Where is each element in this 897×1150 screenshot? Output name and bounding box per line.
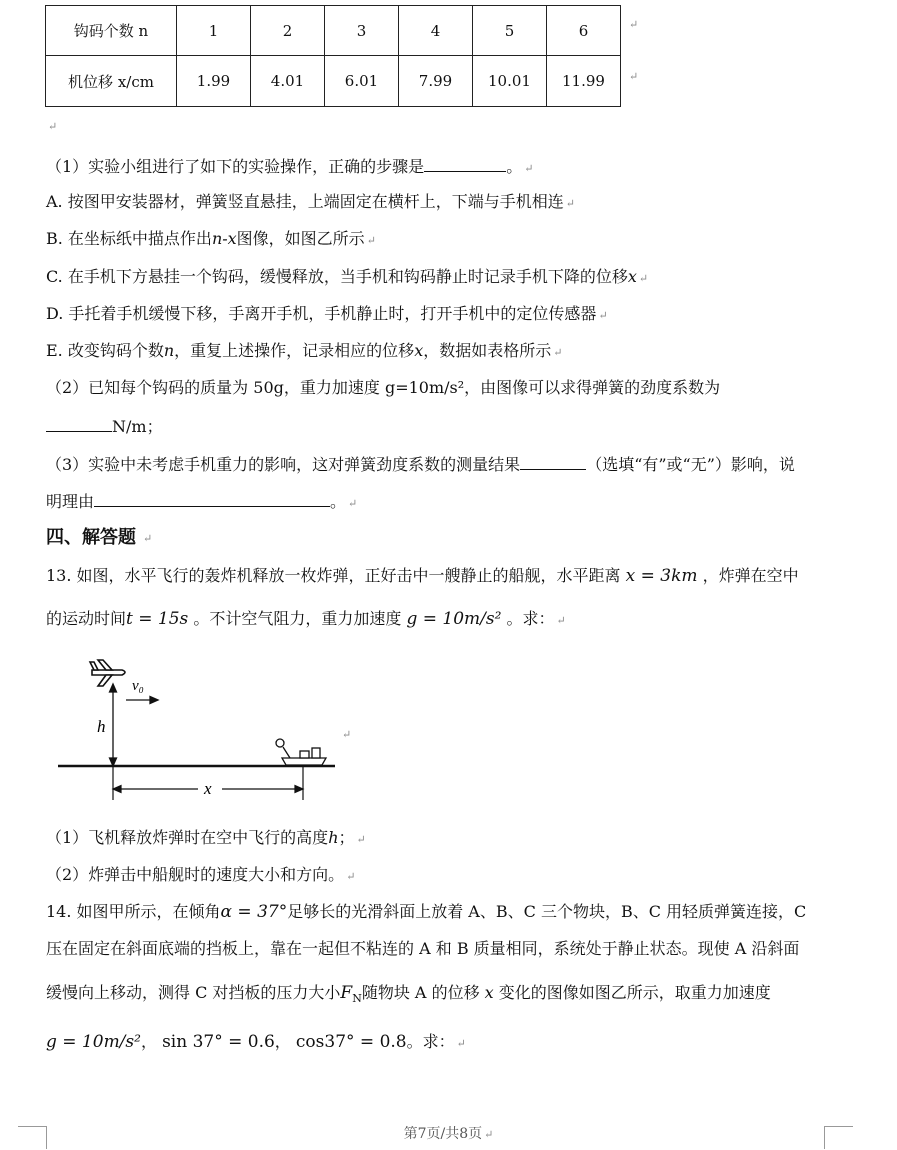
table-cell: 11.99 (547, 56, 621, 107)
math-expression: cos37° = 0.8 (295, 1032, 407, 1052)
q12-part1 (46, 155, 533, 180)
q12-part2-text: （2）已知每个钩码的质量为 50g，重力加速度 g=10m/s²，由图像可以求得弹簧的劲度系数为 (46, 378, 721, 397)
q14-text: 14. 如图甲所示，在倾角 (46, 902, 221, 921)
x-label: x (204, 779, 212, 798)
q14-text: 足够长的光滑斜面上放着 A、B、C 三个物块，B、C 用轻质弹簧连接，C (287, 902, 807, 921)
math-expression: g = 10m/s² (46, 1032, 141, 1052)
q12-option-a (46, 191, 575, 215)
table-cell: 4 (399, 6, 473, 56)
q13-text: ； (338, 828, 355, 847)
return-mark-icon: ↵ (556, 614, 566, 627)
table-cell: 5 (473, 6, 547, 56)
q12-part3-text: 。 (330, 492, 347, 511)
option-text: ，数据如表格所示 (423, 341, 552, 360)
return-mark-icon: ↵ (48, 120, 58, 133)
q12-part3-text: （3）实验中未考虑手机重力的影响，这对弹簧劲度系数的测量结果 (46, 455, 521, 474)
data-table (45, 5, 621, 107)
q14-text: 。求： (406, 1032, 455, 1051)
answer-blank (46, 415, 112, 432)
return-mark-icon: ↵ (638, 272, 649, 285)
table-cell: 10.01 (473, 56, 547, 107)
q13-text: （1）飞机释放炸弹时在空中飞行的高度 (46, 828, 329, 847)
q13-text: （2）炸弹击中船舰时的速度大小和方向。 (46, 865, 345, 884)
q12-part1-suffix: 。 (506, 157, 523, 176)
q14-text: 随物块 A 的位移 (361, 983, 480, 1002)
bomber-diagram (50, 652, 350, 807)
table-cell: 3 (325, 6, 399, 56)
math-var: x (484, 983, 494, 1002)
return-mark-icon: ↵ (629, 70, 639, 83)
q14-line1 (46, 901, 806, 923)
option-text: 图像，如图乙所示 (236, 229, 365, 248)
page-footer (0, 1123, 897, 1143)
table-cell: 6.01 (325, 56, 399, 107)
q12-part2-unit: N/m； (112, 417, 163, 436)
q14-text: ， (140, 1032, 157, 1051)
q12-part3-text: 明理由 (46, 492, 95, 511)
q14-line4 (46, 1031, 466, 1055)
q13-text: 。求： (506, 609, 555, 628)
return-mark-icon: ↵ (456, 1037, 466, 1050)
answer-blank (94, 490, 330, 507)
return-mark-icon: ↵ (484, 1128, 494, 1141)
math-subscript: N (352, 992, 362, 1006)
q12-option-e (46, 340, 562, 364)
answer-blank (424, 155, 506, 172)
ship-icon (276, 739, 326, 765)
return-mark-icon: ↵ (143, 532, 153, 545)
v0-label: v₀ (132, 678, 144, 694)
q14-text: 缓慢向上移动，测得 C 对挡板的压力大小 (46, 983, 341, 1002)
table-cell: 2 (251, 6, 325, 56)
q12-part3-text: （选填“有”或“无”）影响，说 (586, 455, 795, 474)
math-expression: sin 37° = 0.6 (162, 1032, 275, 1052)
math-var: h (328, 828, 339, 847)
answer-blank (520, 453, 586, 470)
q13-text: 。不计空气阻力，重力加速度 (193, 609, 402, 628)
q13-text: 13. 如图，水平飞行的轰炸机释放一枚炸弹，正好击中一艘静止的船舰，水平距离 (46, 566, 621, 585)
table-row (46, 56, 621, 107)
q14-text: ， (274, 1032, 291, 1051)
q14-line3 (46, 982, 771, 1010)
table-cell: 钩码个数 n (46, 6, 177, 56)
math-var: x (627, 267, 637, 286)
section-heading: 四、解答题 (46, 527, 136, 548)
velocity-arrow (126, 697, 158, 704)
table-cell: 4.01 (251, 56, 325, 107)
return-mark-icon: ↵ (366, 234, 376, 247)
airplane-icon (90, 660, 125, 686)
q13-text: ，炸弹在空中 (702, 566, 799, 585)
table-cell: 6 (547, 6, 621, 56)
return-mark-icon: ↵ (346, 870, 356, 883)
table-cell: 机位移 x/cm (46, 56, 177, 107)
q14-text: 变化的图像如图乙所示，取重力加速度 (498, 983, 771, 1002)
option-text: A. 按图甲安装器材，弹簧竖直悬挂，上端固定在横杆上，下端与手机相连 (46, 192, 564, 211)
q13-text: 的运动时间 (46, 609, 127, 628)
option-text: D. 手托着手机缓慢下移，手离开手机，手机静止时，打开手机中的定位传感器 (46, 304, 597, 323)
q12-option-b (46, 228, 376, 252)
q12-option-c (46, 266, 648, 290)
option-text: ，重复上述操作，记录相应的位移 (174, 341, 415, 360)
q12-option-d (46, 303, 608, 327)
return-mark-icon: ↵ (598, 309, 608, 322)
table-cell: 1.99 (177, 56, 251, 107)
math-var: x (414, 341, 424, 360)
q12-part1-text: （1）实验小组进行了如下的实验操作，正确的步骤是 (46, 157, 425, 176)
q12-part3 (46, 453, 795, 476)
option-text: B. 在坐标纸中描点作出 (46, 229, 212, 248)
q14-line2 (46, 938, 799, 960)
option-text: C. 在手机下方悬挂一个钩码，缓慢释放，当手机和钩码静止时记录手机下降的位移 (46, 267, 628, 286)
table-header-row (46, 6, 621, 56)
page-number: 第7页/共8页 (403, 1126, 483, 1142)
q14-text: 压在固定在斜面底端的挡板上，靠在一起但不粘连的 A 和 B 质量相同，系统处于静止状态。现使 A 沿斜面 (46, 939, 800, 958)
math-expression: x = 3km (625, 566, 698, 586)
return-mark-icon: ↵ (342, 728, 352, 741)
return-mark-icon: ↵ (356, 833, 366, 846)
math-expression: g = 10m/s² (406, 609, 502, 629)
return-mark-icon: ↵ (348, 497, 358, 510)
math-var: F (340, 983, 353, 1003)
table-cell: 7.99 (399, 56, 473, 107)
math-expression: t = 15s (126, 609, 189, 629)
math-var: n-x (211, 229, 237, 248)
return-mark-icon: ↵ (524, 162, 534, 175)
q13-line1 (46, 565, 799, 587)
return-mark-icon: ↵ (553, 346, 563, 359)
option-text: E. 改变钩码个数 (46, 341, 164, 360)
height-arrow (110, 684, 117, 766)
table-cell: 1 (177, 6, 251, 56)
return-mark-icon: ↵ (565, 197, 575, 210)
q12-part2 (46, 377, 720, 399)
h-label: h (97, 717, 106, 736)
q13-sub1 (46, 827, 366, 851)
q13-line2 (46, 608, 566, 632)
q13-sub2 (46, 864, 355, 888)
q12-part3-cont (46, 490, 357, 515)
math-var: n (163, 341, 175, 360)
q12-part2-answer (46, 415, 163, 438)
math-expression: α = 37° (220, 902, 288, 922)
return-mark-icon: ↵ (629, 18, 639, 31)
